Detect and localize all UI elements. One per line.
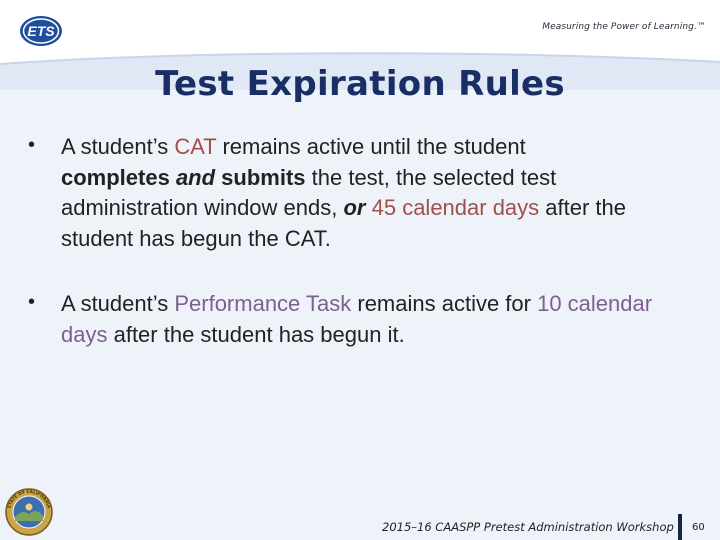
text-run: remains active until the student [216, 134, 526, 159]
bullet-text [61, 132, 681, 254]
highlight-10-days: 10 calendar days [61, 291, 653, 347]
text-run: A student’s [61, 134, 175, 159]
bullet-marker: • [28, 291, 36, 313]
california-seal-logo [4, 487, 54, 537]
svg-text:STATE OF CALIFORNIA: STATE OF CALIFORNIA [6, 488, 52, 509]
page-number: 60 [692, 522, 705, 533]
ets-logo [18, 14, 64, 48]
emphasis-submits: submits [215, 164, 306, 190]
bullet-text [61, 289, 681, 350]
text-run: after the student has begun the CAT. [61, 195, 627, 251]
emphasis-completes: completes [61, 164, 176, 190]
footer-workshop-title: 2015–16 CAASPP Pretest Administration Workshop [382, 520, 674, 534]
text-run: remains active for [351, 291, 538, 316]
text-run: after the student has begun it. [107, 321, 405, 347]
tagline: Measuring the Power of Learning.™ [542, 22, 706, 32]
footer-divider [678, 514, 682, 540]
svg-text:ETS: ETS [27, 23, 55, 39]
text-run: A student’s [61, 291, 175, 316]
bullet-marker: • [28, 134, 36, 156]
highlight-45-days: 45 calendar days [371, 195, 540, 220]
emphasis-or: or [343, 195, 366, 220]
text-run: the test, the selected test administration window ends, [61, 164, 557, 220]
emphasis-and: and [175, 164, 216, 190]
slide-title: Test Expiration Rules [155, 64, 565, 104]
highlight-cat: CAT [174, 134, 217, 159]
highlight-performance-task: Performance Task [174, 291, 352, 316]
